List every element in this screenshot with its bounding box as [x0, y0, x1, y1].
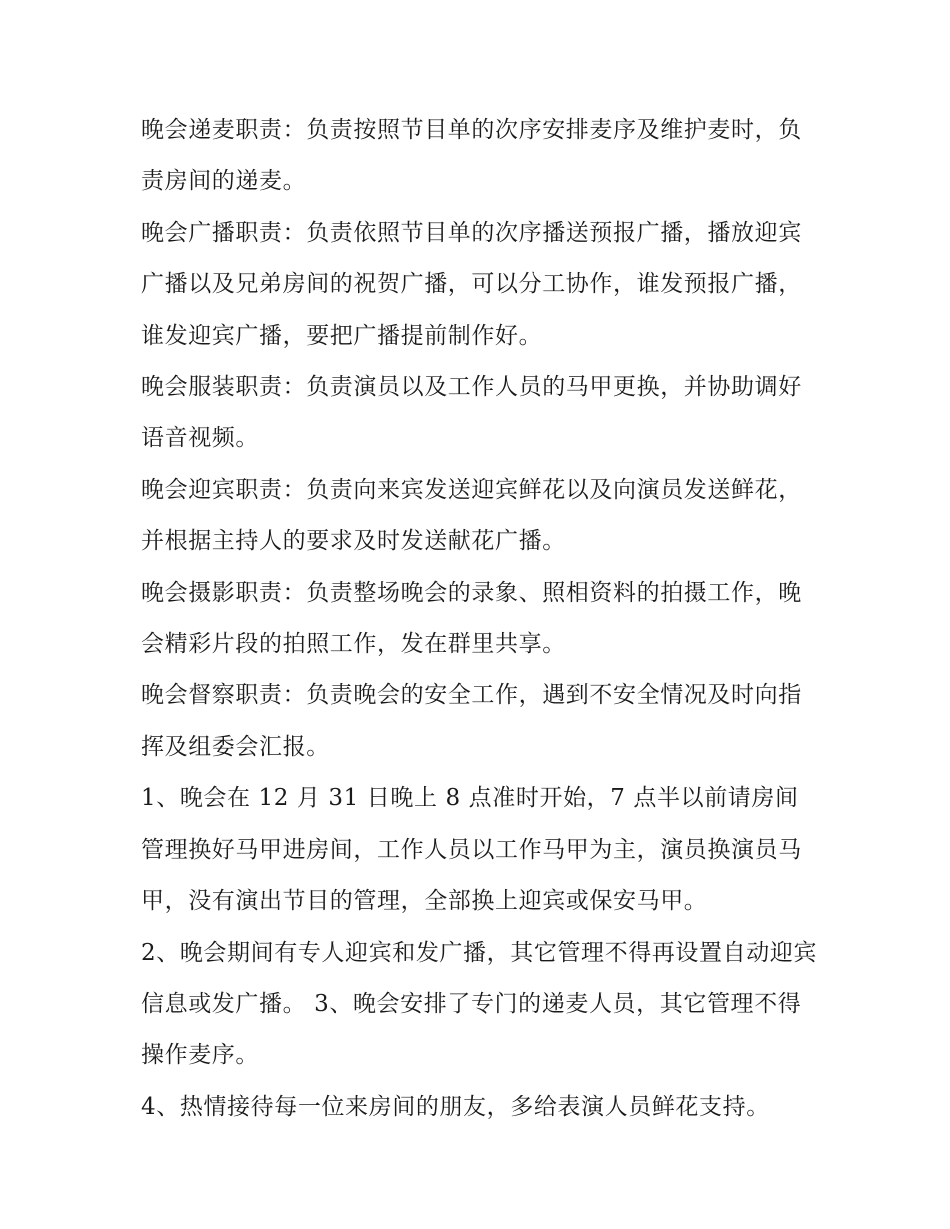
document-body	[141, 105, 820, 1133]
paragraph-supervision-duty: 晚会督察职责：负责晚会的安全工作，遇到不安全情况及时向指挥及组委会汇报。	[141, 682, 802, 760]
paragraph-welcome-duty: 晚会迎宾职责：负责向来宾发送迎宾鲜花以及向演员发送鲜花，并根据主持人的要求及时发送献花广播。	[141, 476, 802, 555]
paragraph-photography-duty: 晚会摄影职责：负责整场晚会的录象、照相资料的拍摄工作，晚会精彩片段的拍照工作，发在群里共享。	[141, 579, 802, 658]
paragraph-mic-duty: 晚会递麦职责：负责按照节目单的次序安排麦序及维护麦时，负责房间的递麦。	[141, 117, 802, 195]
paragraph-rule-2-3: 2、晚会期间有专人迎宾和发广播，其它管理不得再设置自动迎宾信息或发广播。 3、晚会安排了专门的递麦人员，其它管理不得操作麦序。	[141, 939, 818, 1069]
paragraph-broadcast-duty: 晚会广播职责：负责依照节目单的次序播送预报广播，播放迎宾广播以及兄弟房间的祝贺广播，可以分工协作，谁发预报广播，谁发迎宾广播，要把广播提前制作好。	[141, 219, 802, 349]
paragraph-costume-duty: 晚会服装职责：负责演员以及工作人员的马甲更换，并协助调好语音视频。	[141, 374, 802, 452]
paragraph-rule-1: 1、晚会在 12 月 31 日晚上 8 点准时开始，7 点半以前请房间管理换好马甲进房间，工作人员以工作马甲为主，演员换演员马甲，没有演出节目的管理，全部换上迎宾或保安马甲。	[141, 785, 802, 915]
paragraph-rule-4: 4、热情接待每一位来房间的朋友，多给表演人员鲜花支持。	[141, 1093, 770, 1120]
